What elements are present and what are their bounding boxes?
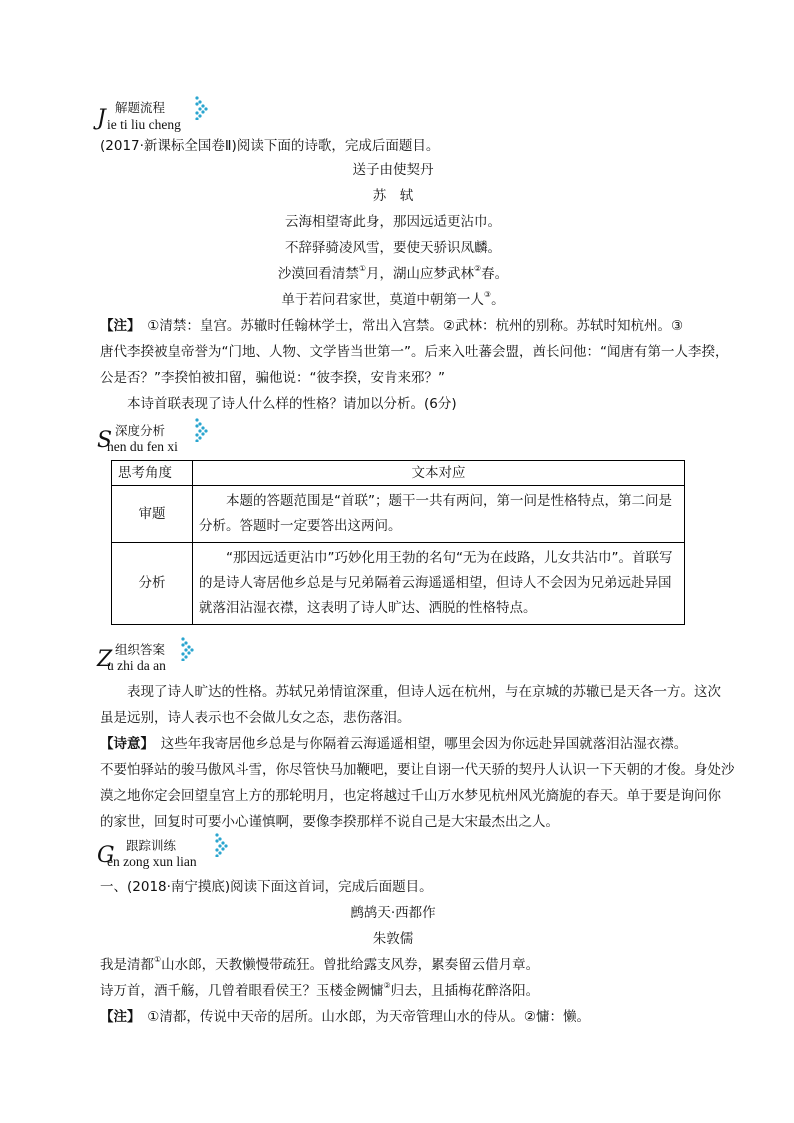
note: 【注】 ①清都，传说中天帝的居所。山水郎，为天帝管理山水的侍从。②慵：懒。: [100, 1009, 590, 1025]
poem-meaning-line: 不要怕驿站的骏马傲风斗雪，你尽管快马加鞭吧，要让自诩一代天骄的契丹人认识一下天朝的才俊。身处沙: [100, 762, 735, 778]
table-cell: 本题的答题范围是“首联”；题干一共有两问，第一问是性格特点，第二问是分析。答题时一定要答出这两问。: [193, 486, 685, 543]
note: 【注】 ①清禁：皇宫。苏辙时任翰林学士，常出入宫禁。②武林：杭州的别称。苏轼时知杭州。③: [100, 318, 684, 334]
answer-line: 表现了诗人旷达的性格。苏轼兄弟情谊深重，但诗人远在杭州，与在京城的苏辙已是天各一方。这次: [127, 684, 721, 700]
poem-meaning-line: 的家世，回复时可要小心谨慎啊，要像李揆那样不说自己是大宋最杰出之人。: [100, 814, 559, 830]
poem-line: 不辞驿骑凌风雪，要使天骄识凤麟。: [285, 240, 501, 256]
section-pinyin: en zong xun lian: [107, 854, 197, 869]
section-pinyin: hen du fen xi: [107, 439, 178, 454]
section-initial: G: [97, 843, 115, 868]
section-title-shendu: 深度分析: [115, 423, 166, 438]
poem-meaning: 【诗意】 这些年我寄居他乡总是与你隔着云海遥遥相望，哪里会因为你远赴异国就落泪沾湿衣襟。: [100, 736, 688, 752]
section-initial: S: [97, 428, 113, 453]
question-source: 一、(2018·南宁摸底)阅读下面这首词，完成后面题目。: [100, 879, 433, 895]
poem-author: 朱敦儒: [372, 931, 414, 947]
poem-meaning-line: 漠之地你定会回望皇宫上方的那轮明月，也定将越过千山万水梦见杭州风光旖旎的春天。单于要是询问你: [100, 788, 721, 804]
arrow-dots-icon: [214, 833, 230, 857]
poem-line: 单于若问君家世，莫道中朝第一人③。: [281, 290, 505, 308]
poem-title: 鹧鸪天·西都作: [350, 905, 436, 921]
section-initial: Z: [97, 647, 113, 672]
section-title-jieti: 解题流程: [115, 100, 166, 115]
table-cell: 分析: [112, 543, 193, 625]
section-pinyin: ie ti liu cheng: [107, 117, 181, 132]
arrow-dots-icon: [194, 96, 210, 120]
question-source: (2017·新课标全国卷Ⅱ)阅读下面的诗歌，完成后面题目。: [100, 138, 440, 154]
table-row: [112, 543, 685, 625]
poem-line: 诗万首，酒千觞，几曾着眼看侯王？玉楼金阙慵②归去，且插梅花醉洛阳。: [100, 981, 540, 999]
poem-title: 送子由使契丹: [352, 162, 434, 178]
poem-line: 沙漠回看清禁①月，湖山应梦武林②春。: [277, 264, 509, 282]
table-row: [112, 486, 685, 543]
arrow-dots-icon: [180, 637, 196, 661]
note-line: 公是否？”李揆怕被扣留，骗他说：“彼李揆，安肯来邪？”: [100, 370, 445, 386]
arrow-dots-icon: [194, 418, 210, 442]
poem-line: 我是清都①山水郎，天教懒慢带疏狂。曾批给露支风券，累奏留云借月章。: [100, 955, 540, 973]
table-header: 思考角度: [112, 461, 193, 486]
table-header: 文本对应: [193, 461, 685, 486]
section-title-zuzhi: 组织答案: [115, 642, 166, 657]
section-pinyin: u zhi da an: [107, 658, 166, 673]
table-cell: 审题: [112, 486, 193, 543]
poem-line: 云海相望寄此身，那因远适更沾巾。: [285, 214, 501, 230]
question: 本诗首联表现了诗人什么样的性格？请加以分析。(6分): [127, 396, 457, 412]
answer-line: 虽是远别，诗人表示也不会做儿女之态，悲伤落泪。: [100, 710, 411, 726]
section-initial: J: [97, 106, 106, 131]
note-line: 唐代李揆被皇帝誉为“门地、人物、文学皆当世第一”。后来入吐蕃会盟，酋长问他：“闻唐有第一人李揆，: [100, 344, 729, 360]
section-title-genzong: 跟踪训练: [126, 838, 177, 853]
analysis-table: [111, 460, 685, 625]
table-cell: “那因远适更沾巾”巧妙化用王勃的名句“无为在歧路，儿女共沾巾”。首联写的是诗人寄居他乡总是与兄弟隔着云海遥遥相望，但诗人不会因为兄弟远赴异国就落泪沾湿衣襟，这表明了诗人旷达、洒脱的性格特点。: [193, 543, 685, 625]
poem-author: 苏 轼: [372, 188, 414, 204]
table-row: [112, 461, 685, 486]
